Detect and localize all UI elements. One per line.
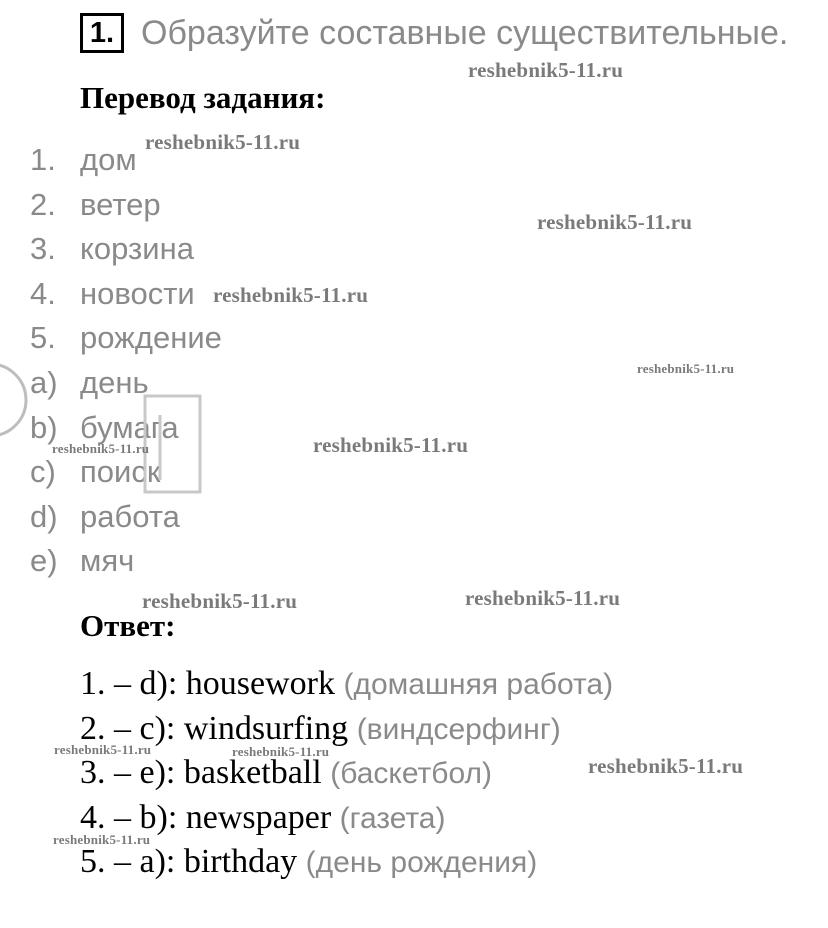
list-item <box>30 227 222 272</box>
watermark: reshebnik5-11.ru <box>313 433 469 457</box>
item-word: работа <box>80 498 180 534</box>
item-number: 5. <box>30 320 56 356</box>
list-item <box>30 272 222 317</box>
watermark: reshebnik5-11.ru <box>232 744 330 759</box>
item-number: a) <box>30 364 58 400</box>
watermark: reshebnik5-11.ru <box>53 832 151 847</box>
answer-number: 5. – a): <box>80 843 176 881</box>
list-item <box>30 316 222 361</box>
item-number: e) <box>30 543 58 579</box>
answer-word: newspaper <box>185 798 332 836</box>
answer-number: 2. – c): <box>80 709 176 747</box>
answer-number: 1. – d): <box>80 665 178 702</box>
answer-translation: (день рождения) <box>305 846 538 880</box>
item-word: бумага <box>80 409 179 445</box>
item-number: 1. <box>30 142 56 177</box>
answer-row <box>80 796 613 841</box>
copyright-stamp-icon <box>0 360 210 500</box>
answer-number: 3. – e): <box>80 754 176 792</box>
watermark: reshebnik5-11.ru <box>213 283 369 307</box>
list-item <box>30 539 222 584</box>
answer-translation: (домашняя работа) <box>343 668 614 701</box>
answer-word: birthday <box>183 843 298 881</box>
task-number-box: 1. <box>80 13 124 53</box>
list-item <box>30 495 222 540</box>
answer-word: basketball <box>183 754 322 792</box>
watermark: reshebnik5-11.ru <box>52 441 150 456</box>
answer-row <box>80 662 613 707</box>
watermark: reshebnik5-11.ru <box>54 742 152 757</box>
answer-number: 4. – b): <box>80 798 178 836</box>
translation-heading: Перевод задания: <box>80 80 326 115</box>
watermark: reshebnik5-11.ru <box>142 589 298 613</box>
item-word: ветер <box>80 186 161 222</box>
watermark: reshebnik5-11.ru <box>465 586 621 610</box>
item-number: c) <box>30 454 56 490</box>
watermark: reshebnik5-11.ru <box>537 210 693 234</box>
item-word: новости <box>80 275 195 311</box>
task-instruction: Образуйте составные существительные. <box>141 14 789 52</box>
item-word: день <box>80 364 149 400</box>
answer-translation: (баскетбол) <box>330 757 492 791</box>
item-word: поиск <box>80 454 161 490</box>
item-number: 3. <box>30 231 56 267</box>
answer-translation: (газета) <box>339 801 446 835</box>
answer-list <box>80 662 613 885</box>
item-word: мяч <box>80 543 135 579</box>
watermark: reshebnik5-11.ru <box>145 130 301 154</box>
answer-row <box>80 707 613 752</box>
item-word: рождение <box>80 320 222 356</box>
answer-word: housework <box>185 665 335 702</box>
item-word: корзина <box>80 231 194 267</box>
answer-heading: Ответ: <box>80 608 176 643</box>
answer-row <box>80 751 613 796</box>
list-item <box>30 183 222 228</box>
watermark: reshebnik5-11.ru <box>468 58 624 82</box>
item-number: d) <box>30 498 58 534</box>
item-word: дом <box>80 142 137 177</box>
answer-row <box>80 840 613 885</box>
item-number: b) <box>30 409 58 445</box>
item-number: 4. <box>30 275 56 311</box>
answer-translation: (виндсерфинг) <box>356 712 561 746</box>
answer-word: windsurfing <box>183 709 349 747</box>
watermark: reshebnik5-11.ru <box>637 361 735 376</box>
item-number: 2. <box>30 186 56 222</box>
watermark: reshebnik5-11.ru <box>588 754 744 778</box>
